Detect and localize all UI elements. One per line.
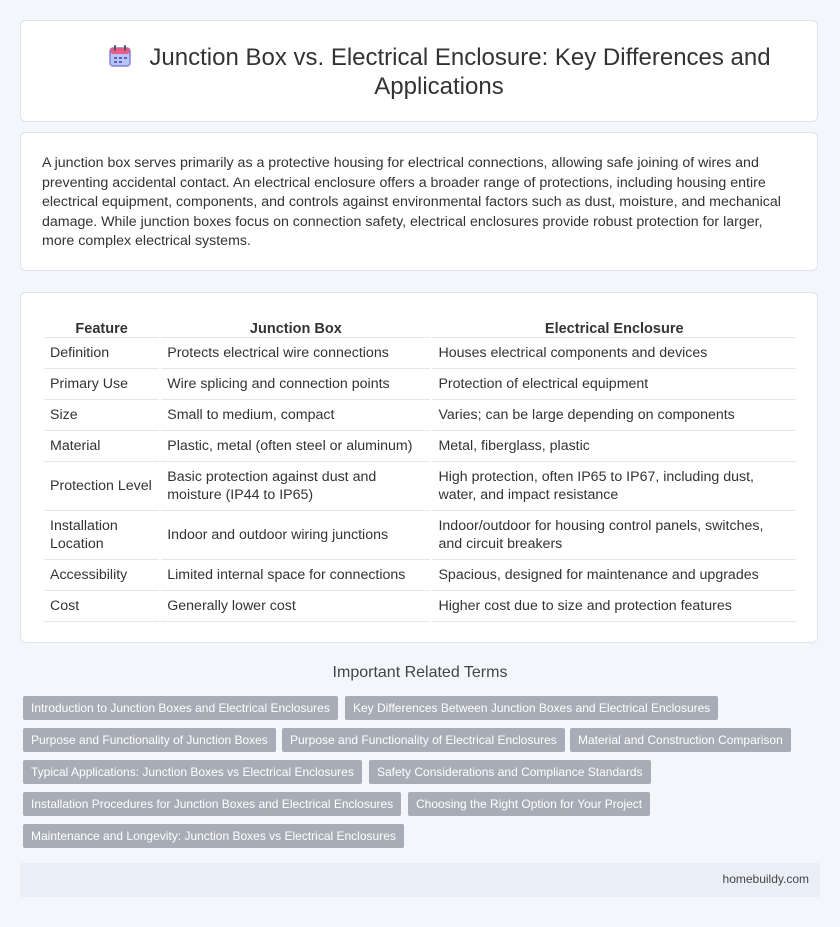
table-row [44,560,796,591]
intro-card [20,132,818,271]
junction-box-cell: Basic protection against dust and moisture (IP44 to IP65) [161,462,430,511]
enclosure-cell: Metal, fiberglass, plastic [432,431,796,462]
table-header-row [44,315,796,338]
related-term-link[interactable]: Choosing the Right Option for Your Project [408,792,650,816]
footer [20,863,820,897]
column-header-electrical-enclosure: Electrical Enclosure [432,315,796,338]
table-row [44,511,796,560]
junction-box-cell: Limited internal space for connections [161,560,430,591]
related-term-link[interactable]: Installation Procedures for Junction Boxes and Electrical Enclosures [23,792,401,816]
related-term-link[interactable]: Safety Considerations and Compliance Standards [369,760,651,784]
header-card [20,20,818,122]
enclosure-cell: Houses electrical components and devices [432,338,796,369]
feature-cell: Installation Location [44,511,159,560]
table-row [44,462,796,511]
footer-site-link[interactable]: homebuildy.com [722,872,809,886]
junction-box-cell: Wire splicing and connection points [161,369,430,400]
related-term-link[interactable]: Introduction to Junction Boxes and Electrical Enclosures [23,696,338,720]
comparison-card [20,292,818,643]
junction-box-cell: Generally lower cost [161,591,430,622]
related-term-link[interactable]: Purpose and Functionality of Junction Boxes [23,728,276,752]
feature-cell: Size [44,400,159,431]
related-term-link[interactable]: Key Differences Between Junction Boxes and Electrical Enclosures [345,696,718,720]
table-row [44,591,796,622]
feature-cell: Cost [44,591,159,622]
related-term-link[interactable]: Material and Construction Comparison [570,728,791,752]
feature-cell: Primary Use [44,369,159,400]
related-terms-title: Important Related Terms [332,664,508,681]
enclosure-cell: Spacious, designed for maintenance and upgrades [432,560,796,591]
column-header-feature: Feature [44,315,159,338]
feature-cell: Accessibility [44,560,159,591]
calendar-icon [107,43,133,69]
comparison-table [42,315,798,622]
feature-cell: Definition [44,338,159,369]
column-header-junction-box: Junction Box [161,315,430,338]
table-row [44,369,796,400]
enclosure-cell: Varies; can be large depending on components [432,400,796,431]
page-title-text: Junction Box vs. Electrical Enclosure: Key Differences and Applications [149,44,771,100]
junction-box-cell: Small to medium, compact [161,400,430,431]
related-term-link[interactable]: Purpose and Functionality of Electrical Enclosures [282,728,565,752]
related-term-link[interactable]: Maintenance and Longevity: Junction Boxes vs Electrical Enclosures [23,824,404,848]
enclosure-cell: Higher cost due to size and protection features [432,591,796,622]
table-row [44,338,796,369]
enclosure-cell: High protection, often IP65 to IP67, including dust, water, and impact resistance [432,462,796,511]
junction-box-cell: Protects electrical wire connections [161,338,430,369]
table-row [44,431,796,462]
intro-paragraph: A junction box serves primarily as a protective housing for electrical connections, allowing safe joining of wires and preventing accidental contact. An electrical enclosure offers a broader range of protections, including housing entire electrical equipment, components, and controls against environmental factors such as dust, moisture, and mechanical damage. While junction boxes focus on connection safety, electrical enclosures provide robust protection for larger, more complex electrical systems. [42,155,781,250]
junction-box-cell: Plastic, metal (often steel or aluminum) [161,431,430,462]
feature-cell: Protection Level [44,462,159,511]
table-row [44,400,796,431]
enclosure-cell: Protection of electrical equipment [432,369,796,400]
junction-box-cell: Indoor and outdoor wiring junctions [161,511,430,560]
related-term-link[interactable]: Typical Applications: Junction Boxes vs Electrical Enclosures [23,760,362,784]
feature-cell: Material [44,431,159,462]
enclosure-cell: Indoor/outdoor for housing control panels, switches, and circuit breakers [432,511,796,560]
page-title [81,43,797,101]
